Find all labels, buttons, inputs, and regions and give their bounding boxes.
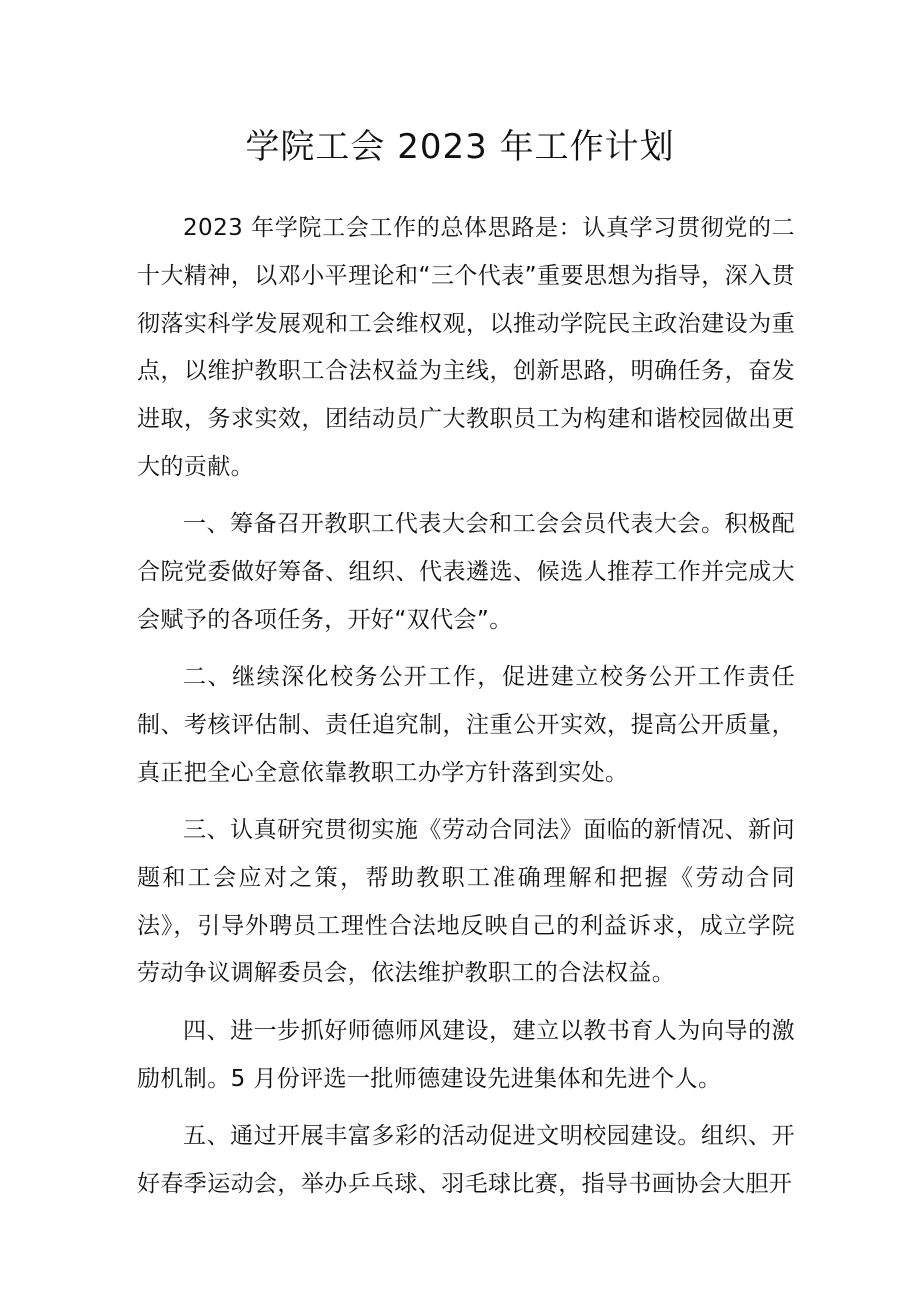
paragraph-overview: 2023 年学院工会工作的总体思路是：认真学习贯彻党的二十大精神，以邓小平理论和“三个代表”重要思想为指导，深入贯彻落实科学发展观和工会维权观，以推动学院民主政治建设为重点，以维护教职工合法权益为主线，创新思路，明确任务，奋发进取，务求实效，团结动员广大教职员工为构建和谐校园做出更大的贡献。 [137,215,795,480]
paragraph-item-5: 五、通过开展丰富多彩的活动促进文明校园建设。组织、开好春季运动会，举办乒乓球、羽毛球比赛，指导书画协会大胆开 [137,1122,795,1197]
document-title: 学院工会 2023 年工作计划 [245,127,675,167]
paragraph-item-4: 四、进一步抓好师德师风建设，建立以教书育人为向导的激励机制。5 月份评选一批师德建设先进集体和先进个人。 [137,1017,795,1092]
paragraph-item-2: 二、继续深化校务公开工作，促进建立校务公开工作责任制、考核评估制、责任追究制，注重公开实效，提高公开质量，真正把全心全意依靠教职工办学方针落到实处。 [137,664,795,786]
document-body [137,205,795,1218]
paragraph-item-3: 三、认真研究贯彻实施《劳动合同法》面临的新情况、新问题和工会应对之策，帮助教职工准确理解和把握《劳动合同法》，引导外聘员工理性合法地反映自己的利益诉求，成立学院劳动争议调解委员会，依法维护教职工的合法权益。 [137,817,795,987]
paragraph-item-1: 一、筹备召开教职工代表大会和工会会员代表大会。积极配合院党委做好筹备、组织、代表遴选、候选人推荐工作并完成大会赋予的各项任务，开好“双代会”。 [137,511,795,633]
